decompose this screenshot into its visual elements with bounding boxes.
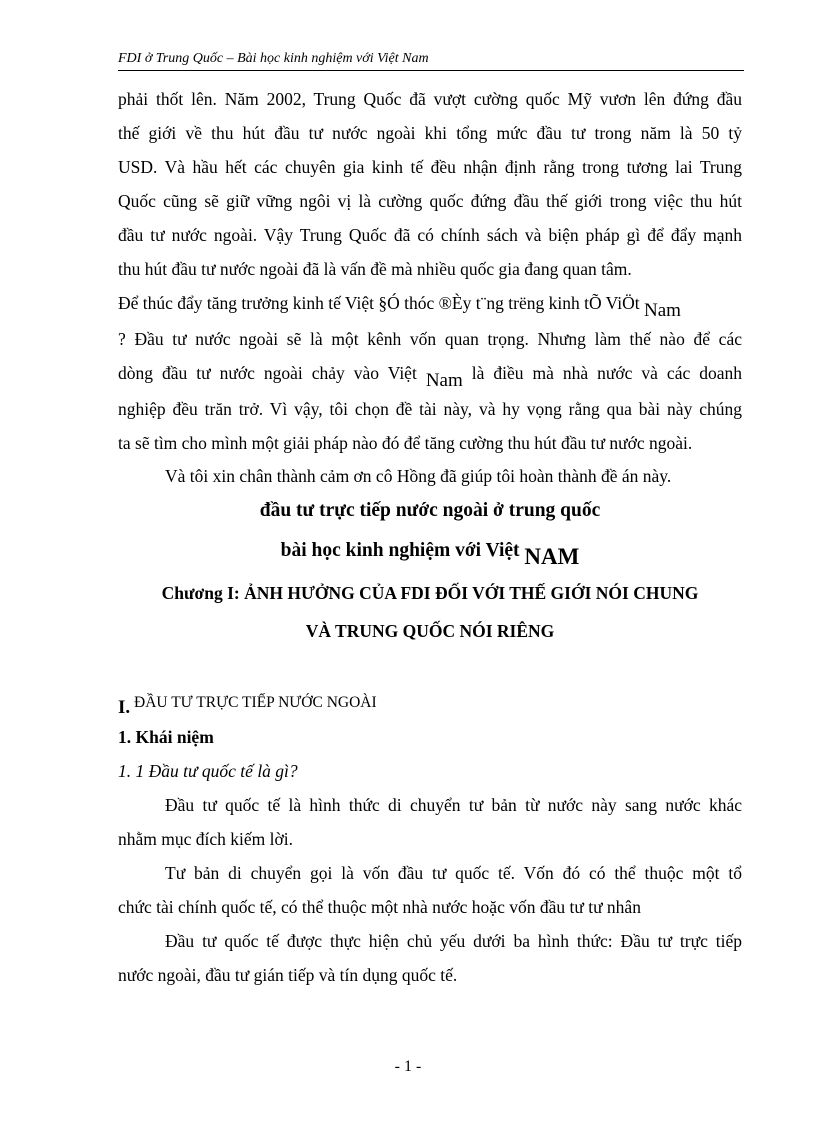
text-line: phải thốt lên. Năm 2002, Trung Quốc đã vượt cường quốc Mỹ vươn lên đứng đầu: [118, 89, 742, 109]
text-run: Nam: [644, 300, 681, 321]
text-line: nhằm mục đích kiếm lời.: [118, 829, 293, 849]
text-line: ? Đầu tư nước ngoài sẽ là một kênh vốn quan trọng. Nhưng làm thế nào để các: [118, 329, 742, 349]
chapter-title: VÀ TRUNG QUỐC NÓI RIÊNG: [305, 621, 555, 641]
text-line: đầu tư nước ngoài. Vậy Trung Quốc đã có chính sách và biện pháp gì để đẩy mạnh: [118, 225, 742, 245]
section-title: ĐẦU TƯ TRỰC TIẾP NƯỚC NGOÀI: [130, 694, 377, 711]
text-line: [118, 362, 742, 392]
text-line: thu hút đầu tư nước ngoài đã là vấn đề mà nhiều quốc gia đang quan tâm.: [118, 259, 632, 279]
text-line: Đầu tư quốc tế được thực hiện chủ yếu dưới ba hình thức: Đầu tư trực tiếp: [165, 931, 742, 951]
text-line: ta sẽ tìm cho mình một giải pháp nào đó để tăng cường thu hút đầu tư nước ngoài.: [118, 433, 693, 453]
text-run: bài học kinh nghiệm với Việt: [280, 540, 525, 561]
text-run: là điều mà nhà nước và các doanh: [462, 363, 742, 383]
text-run: Nam: [425, 370, 463, 391]
chapter-title: Chương I: ẢNH HƯỞNG CỦA FDI ĐỐI VỚI THẾ GIỚI NÓI CHUNG: [161, 583, 699, 603]
text-line: nghiệp đều trăn trở. Vì vậy, tôi chọn đề tài này, và hy vọng rằng qua bài này chúng: [118, 399, 742, 419]
subsubsection-heading: 1. 1 Đầu tư quốc tế là gì?: [118, 761, 298, 781]
page-number: - 1 -: [394, 1058, 422, 1075]
text-line: thế giới về thu hút đầu tư nước ngoài khi tổng mức đầu tư trong năm là 50 tỷ: [118, 123, 742, 143]
text-run: NAM: [524, 544, 580, 569]
text-line: Và tôi xin chân thành cảm ơn cô Hồng đã giúp tôi hoàn thành đề án này.: [165, 466, 672, 486]
text-line: Tư bản di chuyển gọi là vốn đầu tư quốc tế. Vốn đó có thể thuộc một tổ: [165, 863, 742, 883]
text-line: nước ngoài, đầu tư gián tiếp và tín dụng quốc tế.: [118, 965, 458, 985]
page-header: FDI ở Trung Quốc – Bài học kinh nghiệm với Việt Nam: [118, 50, 744, 71]
text-line: Đầu tư quốc tế là hình thức di chuyển tư bản từ nước này sang nước khác: [165, 795, 742, 815]
text-line: [118, 292, 742, 322]
doc-title: đầu tư trực tiếp nước ngoài ở trung quốc: [259, 500, 601, 521]
text-line: Quốc cũng sẽ giữ vững ngôi vị là cường quốc đứng đầu thế giới trong việc thu hút: [118, 191, 742, 211]
doc-subtitle: [118, 540, 742, 568]
text-line: chức tài chính quốc tế, có thể thuộc một nhà nước hoặc vốn đầu tư tư nhân: [118, 897, 641, 917]
text-line: USD. Và hầu hết các chuyên gia kinh tế đều nhận định rằng trong tương lai Trung: [118, 157, 742, 177]
subsection-heading: 1. Khái niệm: [118, 727, 214, 747]
section-numeral: I.: [118, 697, 131, 718]
section-heading: [118, 690, 742, 719]
text-run: Để thúc đẩy tăng trưởng kinh tế Việt §Ó thóc ®Èy t¨ng trëng kinh tÕ ViÖt: [118, 293, 645, 313]
text-run: dòng đầu tư nước ngoài chảy vào Việt: [118, 363, 426, 383]
